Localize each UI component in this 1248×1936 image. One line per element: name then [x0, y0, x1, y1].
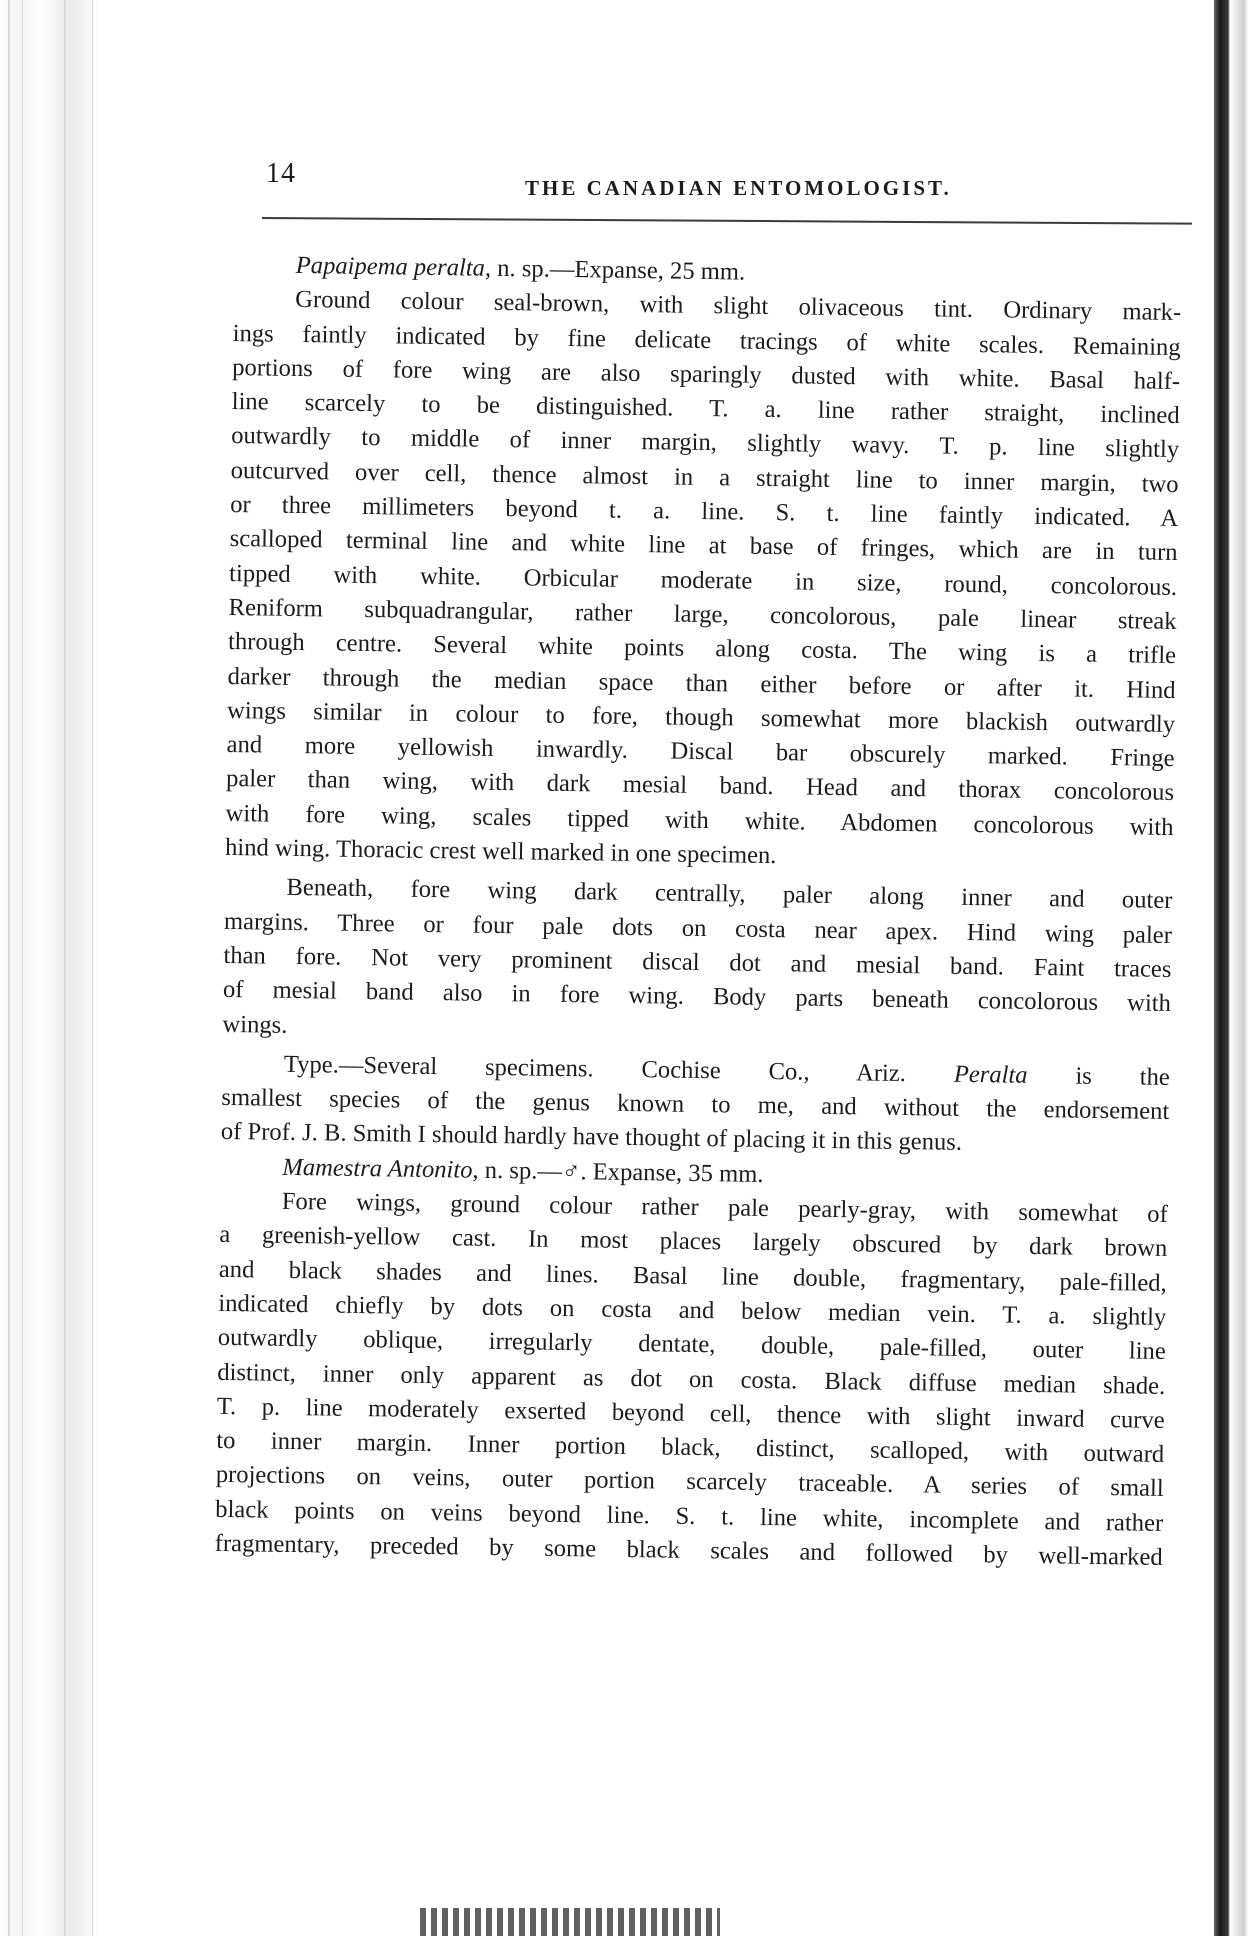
text-line: fragmentary, preceded by some black scales and followed by well-marked [214, 1529, 1163, 1571]
text-line: T. p. line moderately exserted beyond cell, thence with slight inward curve [216, 1392, 1165, 1434]
text-line: Fore wings, ground colour rather pale pearly-gray, with somewhat of [281, 1187, 1168, 1228]
text-line: tipped with white. Orbicular moderate in size, round, concolorous. [228, 559, 1178, 601]
species1-designation: , n. sp.—Expanse, 25 mm. [484, 254, 746, 286]
text-line: through centre. Several white points along costa. The wing is a trifle [227, 628, 1177, 670]
text-line: and more yellowish inwardly. Discal bar obscurely marked. Fringe [226, 731, 1175, 773]
text-line: to inner margin. Inner portion black, distinct, scalloped, with outward [216, 1426, 1165, 1469]
text-line: line scarcely to be distinguished. T. a. line rather straight, inclined [231, 388, 1180, 430]
text-line: projections on veins, outer portion scarcely traceable. A series of small [215, 1461, 1164, 1503]
species1-type [221, 1047, 1170, 1164]
text-line: wings similar in colour to fore, though somewhat more blackish outwardly [226, 696, 1176, 738]
text-line: or three millimeters beyond t. a. line. S. t. line faintly indicated. A [229, 491, 1179, 533]
text-line: darker through the median space than either before or after it. Hind [227, 662, 1176, 704]
text-line: hind wing. Thoracic crest well marked in one specimen. [224, 833, 777, 870]
text-line: of Prof. J. B. Smith I should hardly have thought of placing it in this genus. [220, 1118, 963, 1157]
text-line: black points on veins beyond line. S. t. line white, incomplete and rather [215, 1495, 1164, 1537]
text-line: indicated chiefly by dots on costa and below median vein. T. a. slightly [218, 1289, 1167, 1331]
text-line: paler than wing, with dark mesial band. Head and thorax concolorous [225, 765, 1175, 807]
text-line: smallest species of the genus known to me, and without the endorsement [221, 1084, 1170, 1126]
text-line: margins. Three or four pale dots on costa near apex. Hind wing paler [223, 907, 1173, 949]
text-line: ings faintly indicated by fine delicate tracings of white scales. Remaining [232, 319, 1181, 361]
body-text [215, 248, 1182, 1575]
text-line: of mesial band also in fore wing. Body parts beneath concolorous with [222, 976, 1172, 1018]
text-line: Ground colour seal-brown, with slight olivaceous tint. Ordinary mark- [295, 286, 1182, 327]
species2-description [215, 1184, 1168, 1575]
type-prefix: Type.—Several specimens. Cochise Co., Ariz. [283, 1050, 907, 1087]
text-line: Beneath, fore wing dark centrally, paler along inner and outer [286, 874, 1173, 915]
species2-name: Mamestra Antonito [282, 1153, 473, 1184]
text-line: Reniform subquadrangular, rather large, concolorous, pale linear streak [228, 593, 1177, 635]
text-line: wings. [222, 1010, 288, 1039]
text-line: distinct, inner only apparent as dot on costa. Black diffuse median shade. [217, 1358, 1166, 1400]
species1-name: Papaipema peralta [295, 251, 486, 282]
header-rule [262, 217, 1192, 225]
species1-description [225, 282, 1182, 879]
text-line: a greenish-yellow cast. In most places largely obscured by dark brown [219, 1221, 1168, 1263]
type-suffix: is the [1075, 1062, 1170, 1091]
species1-beneath [222, 870, 1172, 1056]
page-number: 14 [266, 158, 296, 189]
text-line: with fore wing, scales tipped with white. Abdomen concolorous with [225, 799, 1174, 841]
text-line: outcurved over cell, thence almost in a straight line to inner margin, two [230, 456, 1179, 498]
running-title: THE CANADIAN ENTOMOLOGIST. [525, 176, 952, 200]
text-line: outwardly to middle of inner margin, slightly wavy. T. p. line slightly [231, 422, 1180, 464]
text-line: portions of fore wing are also sparingly dusted with white. Basal half- [232, 353, 1181, 395]
type-species-ref: Peralta [953, 1060, 1028, 1089]
text-line: and black shades and lines. Basal line double, fragmentary, pale-filled, [218, 1255, 1167, 1297]
text-line: scalloped terminal line and white line at base of fringes, which are in turn [229, 525, 1178, 567]
species2-designation: , n. sp.—♂. Expanse, 35 mm. [472, 1156, 764, 1188]
text-line: outwardly oblique, irregularly dentate, double, pale-filled, outer line [217, 1324, 1166, 1366]
text-line: than fore. Not very prominent discal dot and mesial band. Faint traces [223, 941, 1172, 983]
